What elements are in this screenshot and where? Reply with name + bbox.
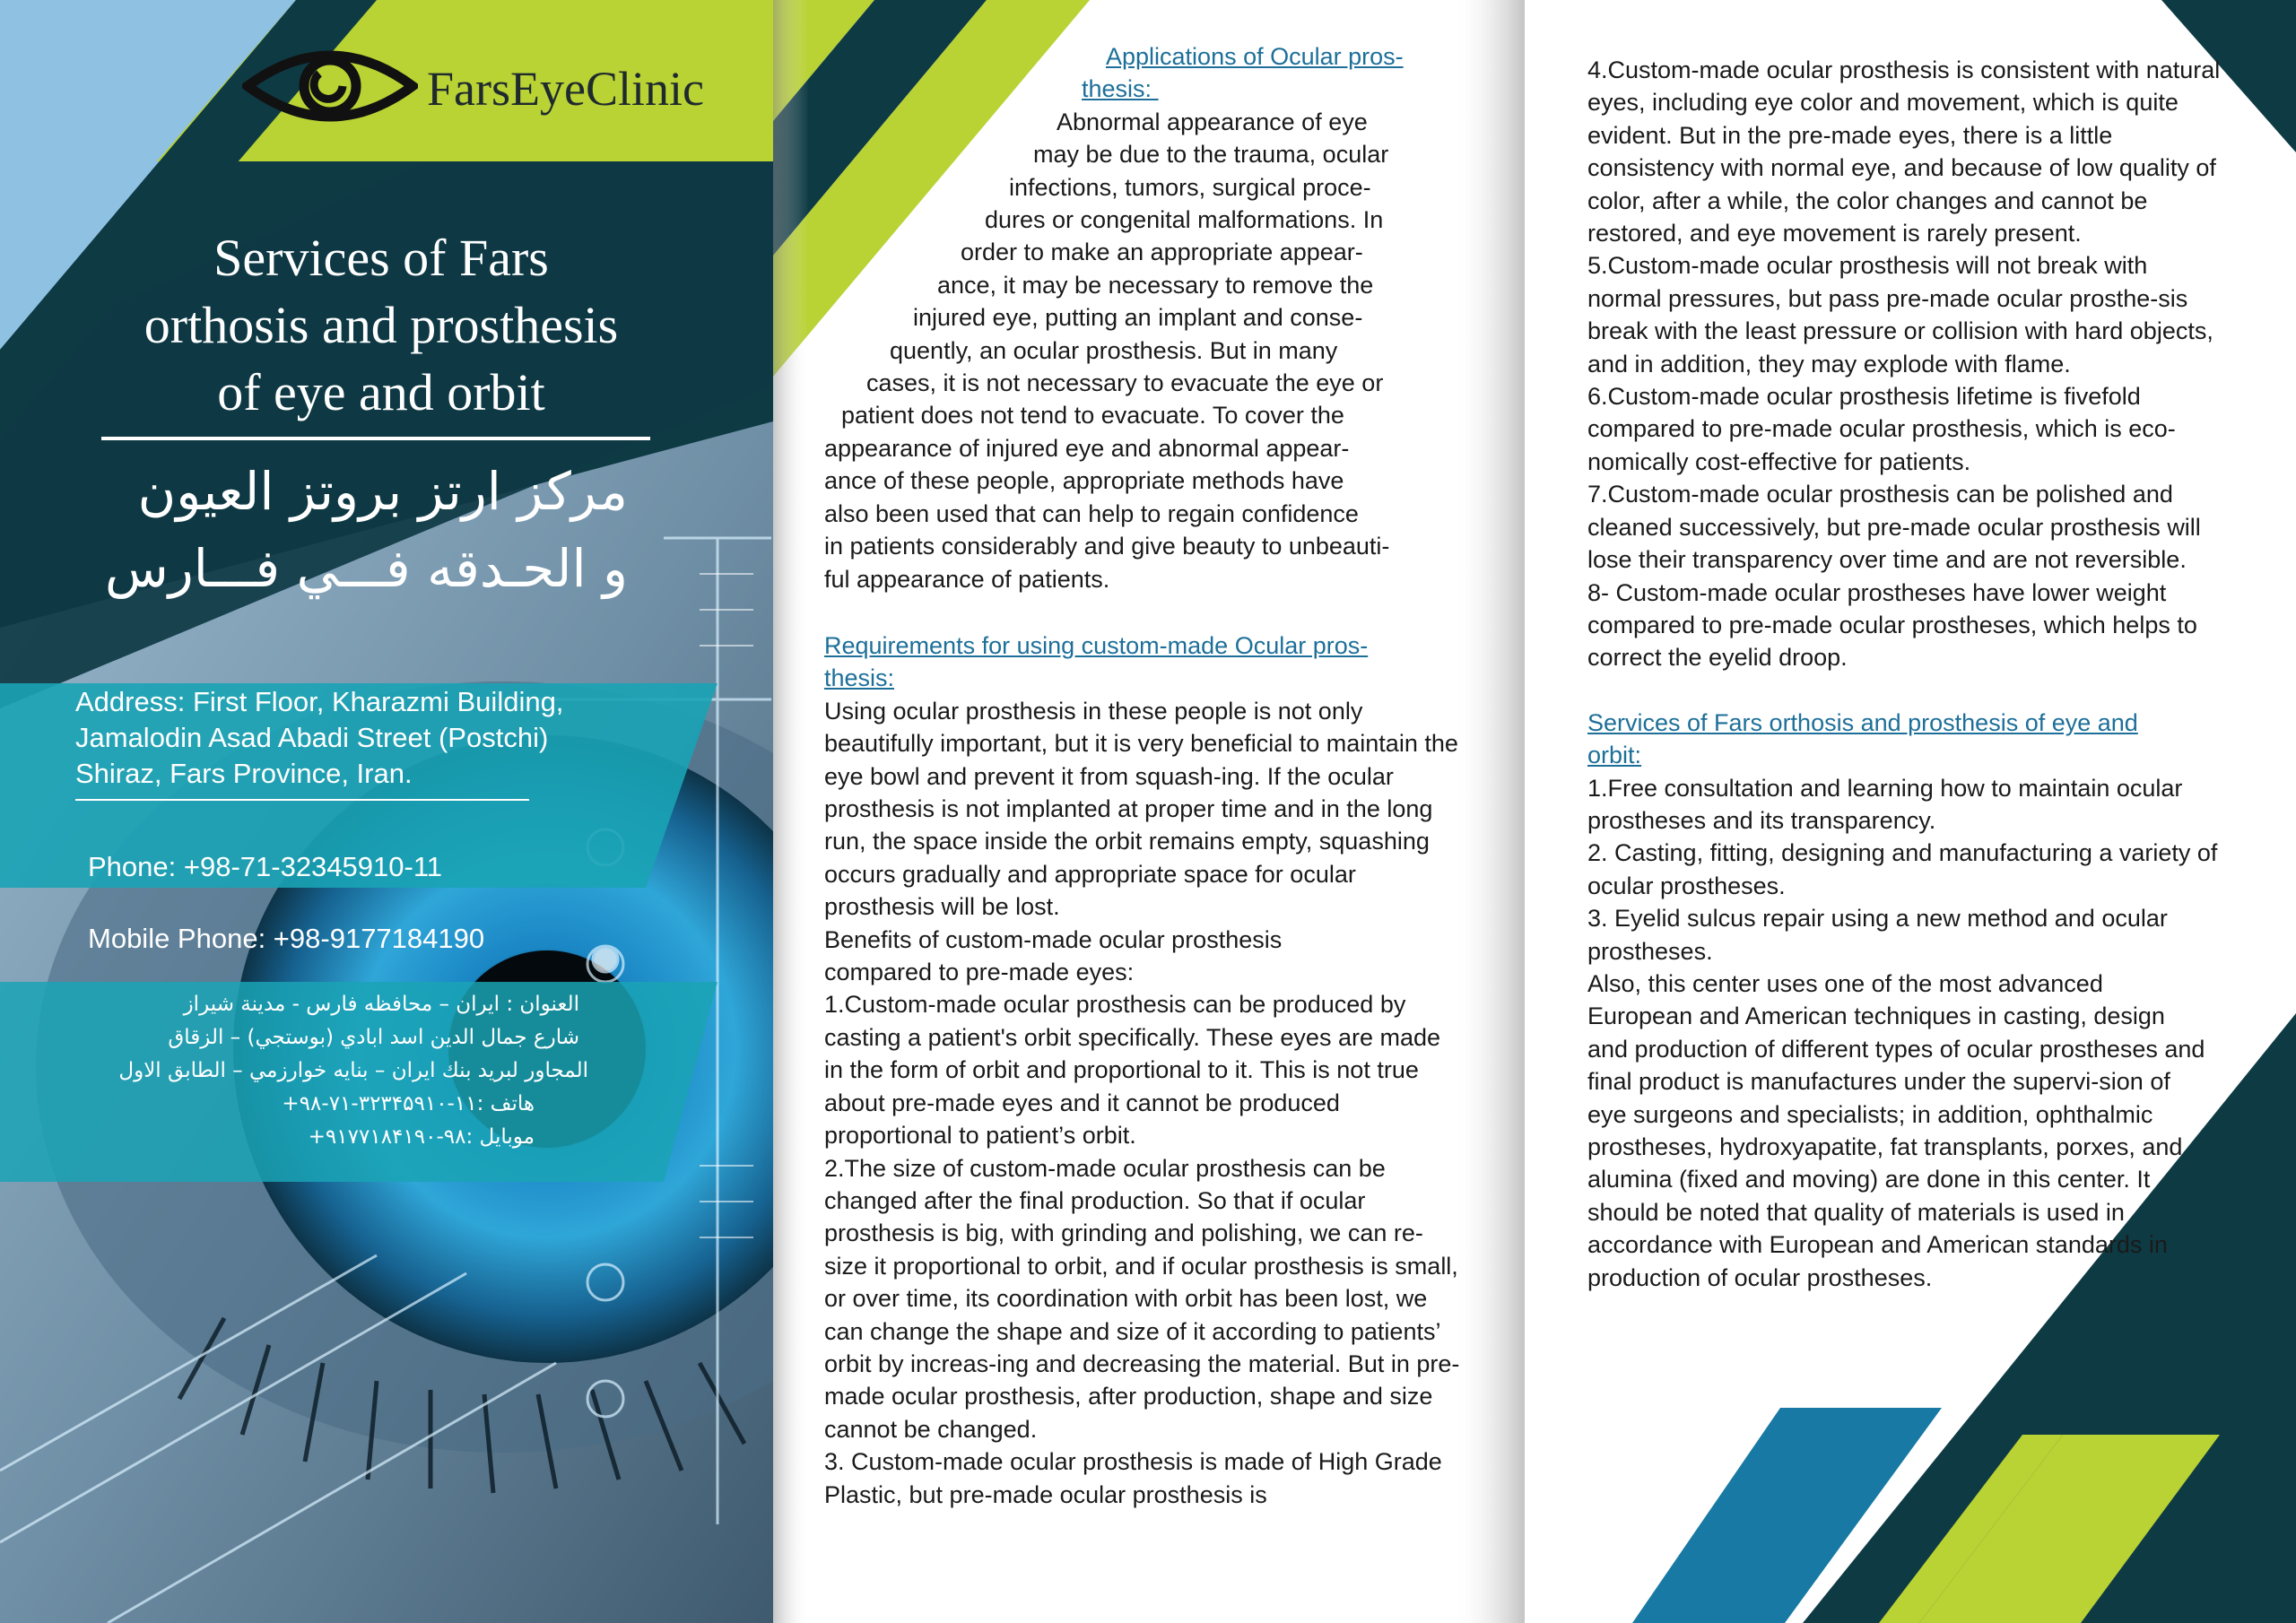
mobile-number: Mobile Phone: +98-9177184190: [88, 923, 485, 954]
benefit-item: 7.Custom-made ocular prosthesis can be polished and cleaned successively, but pre-made ocular prosthesis will lose their transparency over time and are not reversible.: [1587, 481, 2201, 574]
benefit-item: 1.Custom-made ocular prosthesis can be produced by casting a patient's orbit specifically. These eyes are made in the form of orbit and proportional to it. This is not true about pre-made eyes and it cannot be produced proportional to patient’s orbit.: [824, 991, 1441, 1150]
arabic-title: مركز ارتز بروتز العيون و الحـدقه فـــي فـــارس: [104, 461, 628, 599]
applications-line: ance, it may be necessary to remove the: [937, 271, 1374, 299]
requirements-heading: Requirements for using custom-made Ocular pros- thesis:: [824, 632, 1369, 692]
applications-line: in patients considerably and give beauty to unbeauti-: [824, 533, 1390, 560]
arabic-mobile: موبايل :۹۸-۹۱۷۷۱۸۴۱۹۰+: [308, 1125, 535, 1149]
applications-line: ful appearance of patients.: [824, 565, 1110, 593]
applications-line: may be due to the trauma, ocular: [1033, 141, 1389, 169]
applications-line: injured eye, putting an implant and conse-: [913, 304, 1363, 332]
benefit-item: 3. Custom-made ocular prosthesis is made of High Grade Plastic, but pre-made ocular prosthesis is: [824, 1448, 1442, 1508]
benefits-intro: Benefits of custom-made ocular prosthesis compared to pre-made eyes:: [824, 925, 1283, 986]
phone-number: Phone: +98-71-32345910-11: [88, 851, 443, 882]
applications-line: patient does not tend to evacuate. To cover the: [841, 402, 1344, 430]
address-divider: [75, 799, 529, 801]
right-column: [1587, 54, 2226, 1294]
requirements-text: Using ocular prosthesis in these people is not only beautifully important, but it is very beneficial to maintain the eye bowl and prevent it from squash-ing. If the ocular prosthesis is not implanted at proper time and in the long run, the space inside the orbit remains empty, squashing occurs gradually and appropriate space for ocular prosthesis will be lost.: [824, 697, 1458, 921]
benefit-item: 8- Custom-made ocular prostheses have lower weight compared to pre-made ocular prostheses, which helps to correct the eyelid droop.: [1587, 578, 2197, 672]
applications-line: cases, it is not necessary to evacuate the eye or: [866, 369, 1384, 397]
applications-line: Abnormal appearance of eye: [1057, 108, 1368, 135]
service-item: 1.Free consultation and learning how to maintain ocular prostheses and its transparency.: [1587, 774, 2183, 834]
services-heading: Services of Fars orthosis and prosthesis of eye and orbit:: [1587, 708, 2138, 769]
arabic-address-line: العنوان : ايران – محافظه فارس - مدينة شيراز: [183, 993, 579, 1016]
arabic-phone: هاتف :۱۱-۳۲۳۴۵۹۱۰-۷۱-۹۸+: [282, 1092, 535, 1115]
benefit-item: 5.Custom-made ocular prosthesis will not break with normal pressures, but pass pre-made ocular prosthe-sis break with the least pressure or collision with hard objects, and in addition, they may explode with flame.: [1587, 252, 2213, 378]
arabic-address-line: شارع جمال الدين اسد ابادي (بوستجي) – الزقاق: [168, 1026, 579, 1049]
applications-section: [807, 40, 1444, 595]
section-gap: [1587, 674, 2226, 707]
applications-line: dures or congenital malformations. In: [985, 206, 1384, 234]
service-item: 3. Eyelid sulcus repair using a new method and ocular prostheses.: [1587, 905, 2168, 965]
applications-body: [807, 106, 1446, 595]
applications-heading-line: Applications of Ocular pros-: [1106, 43, 1404, 70]
service-item: 2. Casting, fitting, designing and manufacturing a variety of ocular prostheses.: [1587, 839, 2218, 899]
applications-heading-line: thesis:: [1082, 75, 1159, 103]
closing-text: Also, this center uses one of the most advanced European and American techniques in casting, design and production of different types of ocular prostheses and final product is manufactures under the supervi-sion of eye surgeons and specialists; in addition, ophthalmic prostheses, hydroxyapatite, fat transplants, porxes, and alumina (fixed and moving) are done in this center. It should be noted that quality of materials is used in accordance with European and American standards in production of ocular prostheses.: [1587, 969, 2205, 1291]
address-text: Address: First Floor, Kharazmi Building, Jamalodin Asad Abadi Street (Postchi) Shiraz, Fars Province, Iran.: [75, 686, 564, 789]
title-divider: [101, 437, 650, 440]
benefit-item: 2.The size of custom-made ocular prosthesis can be changed after the final production. So that if ocular prosthesis is big, with grinding and polishing, we can re-size it proportional to orbit, and if ocular prosthesis is small, or over time, its coordination with orbit has been lost, we can change the shape and size of it according to patients’ orbit by increas-ing and decreasing the material. But in pre-made ocular prosthesis, after production, shape and size cannot be changed.: [824, 1154, 1460, 1443]
applications-line: quently, an ocular prosthesis. But in many: [890, 336, 1338, 364]
eye-icon: [242, 45, 418, 127]
arabic-address-line: المجاور لبريد بنك ايران – بنايه خوارزمي – الطابق الاول: [118, 1059, 588, 1082]
applications-line: appearance of injured eye and abnormal appear-: [824, 434, 1350, 462]
panel-title: Services of Fars orthosis and prosthesis of eye and orbit: [144, 229, 619, 421]
requirements-section: [824, 629, 1463, 1511]
phone-block: [88, 813, 484, 993]
clinic-name: FarsEyeClinic: [427, 62, 704, 116]
applications-line: order to make an appropriate appear-: [961, 239, 1363, 266]
benefit-item: 6.Custom-made ocular prosthesis lifetime is fivefold compared to pre-made ocular prosthesis, which is eco-nomically cost-effective for patients.: [1587, 383, 2176, 475]
applications-heading: [807, 40, 1444, 106]
benefit-item: 4.Custom-made ocular prosthesis is consistent with natural eyes, including eye color and movement, which is quite evident. But in the pre-made eyes, there is a little consistency with normal eye, and because of low quality of color, after a while, the color changes and cannot be restored, and eye movement is rarely present.: [1587, 56, 2221, 247]
applications-line: ance of these people, appropriate methods have: [824, 467, 1344, 495]
applications-line: also been used that can help to regain confidence: [824, 499, 1359, 527]
arabic-address: [54, 988, 588, 1154]
applications-line: infections, tumors, surgical proce-: [1009, 173, 1371, 201]
